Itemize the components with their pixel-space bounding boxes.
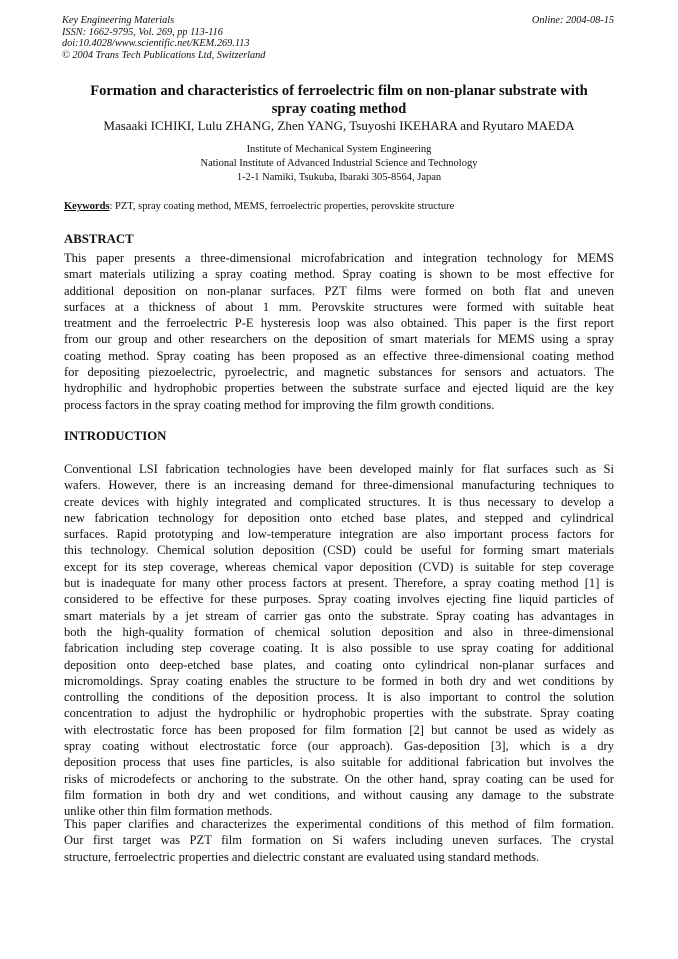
text-line: process factors in the spray coating method for improving the film growth conditions. <box>64 397 495 412</box>
online-date: Online: 2004-08-15 <box>531 15 614 26</box>
text-line: treatment and the ferroelectric P-E hysteresis loop was also obtained. This paper is the first report <box>64 316 614 331</box>
keywords-label: Keywords <box>64 201 110 212</box>
text-line: create devices with highly integrated and complicated structures. It is thus necessary to develop a <box>64 494 614 509</box>
text-line: structure, ferroelectric properties and dielectric constant are evaluated using standard methods. <box>64 849 540 864</box>
text-line: smart materials by a jet stream of carrier gas onto the substrate. Spray coating has advantages in <box>64 608 614 623</box>
text-line: coating method. Spray coating has been proposed as an effective three-dimensional coating method <box>64 348 614 363</box>
copyright-line: © 2004 Trans Tech Publications Ltd, Switzerland <box>62 49 266 61</box>
text-line: surfaces. Rapid prototyping and low-temperature integration are also important process factors for <box>64 527 614 542</box>
affiliation-line: Institute of Mechanical System Engineering <box>246 144 432 155</box>
text-line: surfaces at a thickness of about 1 mm. Perovskite structures were formed with suitable heat <box>64 299 614 314</box>
text-line: hydrophilic and hydrophobic properties between the substrate surface and ejected liquid are the key <box>64 381 614 396</box>
abstract-heading: ABSTRACT <box>64 232 134 246</box>
title-line: spray coating method <box>271 101 407 117</box>
affiliation <box>48 143 630 184</box>
text-line: new fabrication technology for deposition onto etched base plates, and stepped and cylindrical <box>64 510 614 525</box>
text-line: controlling the conditions of the deposition process. It is also important to control the solution <box>64 690 614 705</box>
text-line: deposition onto deep-etched base plates, and coating onto cylindrical non-planar surfaces and <box>64 657 614 672</box>
affiliation-line: National Institute of Advanced Industrial Science and Technology <box>200 157 478 169</box>
author-list: Masaaki ICHIKI, Lulu ZHANG, Zhen YANG, Tsuyoshi IKEHARA and Ryutaro MAEDA <box>103 118 575 133</box>
text-line: for depositing piezoelectric, pyroelectric, and magnetic substances for sensors and actuators. The <box>64 365 614 380</box>
text-line: both the high-quality formation of chemical solution deposition and also in three-dimensional <box>64 624 614 639</box>
affiliation-line: 1-2-1 Namiki, Tsukuba, Ibaraki 305-8564, Japan <box>236 171 442 183</box>
keywords-text: : PZT, spray coating method, MEMS, ferroelectric properties, perovskite structure <box>109 201 455 212</box>
text-line: additional deposition on non-planar surfaces. PZT films were formed on both flat and uneven <box>64 283 614 298</box>
text-line: with electrostatic force has been proposed for film formation [2] but cannot be used as widely as <box>64 722 614 737</box>
paper-title <box>48 82 630 118</box>
title-line: Formation and characteristics of ferroelectric film on non-planar substrate with <box>90 83 588 99</box>
text-line: fabrication including step coverage coating. It is also possible to use spray coating for additional <box>64 641 614 656</box>
text-line: wafers. However, there is an increasing demand for three-dimensional manufacturing techniques to <box>64 478 614 493</box>
doi-line: doi:10.4028/www.scientific.net/KEM.269.113 <box>62 38 250 50</box>
text-line: but is inadequate for many other process factors at present. Therefore, a spray coating method [1] is <box>64 576 614 591</box>
text-line: spray coating without electrostatic force (our approach). Gas-deposition [3], which is a dry <box>64 739 614 754</box>
text-line: film formation in both dry and wet conditions, and without causing any damage to the substrate <box>64 787 614 802</box>
text-line: risks of microdefects or anchoring to the substrate. On the other hand, spray coating can be used for <box>64 771 614 786</box>
text-line: unlike other thin film formation methods. <box>64 804 273 819</box>
keywords <box>64 200 616 213</box>
text-line: deposition process that uses fine particles, is also suitable for additional fabrication but involves the <box>64 755 614 770</box>
text-line: from our group and other researchers on the deposition of smart materials for MEMS using a spray <box>64 332 614 347</box>
text-line: This paper clarifies and characterizes the experimental conditions of this method of film formation. <box>64 817 614 831</box>
text-line: this technology. Chemical solution deposition (CSD) could be useful for forming smart materials <box>64 543 614 558</box>
text-line: considered to be effective for these purposes. Spray coating involves ejecting fine liquid particles of <box>64 592 614 607</box>
text-line: except for its step coverage, whereas chemical vapor deposition (CVD) is suitable for step coverage <box>64 559 614 574</box>
issn-line: ISSN: 1662-9795, Vol. 269, pp 113-116 <box>62 26 223 38</box>
journal-name: Key Engineering Materials <box>62 15 175 26</box>
text-line: This paper presents a three-dimensional microfabrication and integration technology for MEMS <box>64 251 614 265</box>
abstract-body <box>64 250 614 413</box>
text-line: Our first target was PZT film formation on Si wafers including uneven surfaces. The crystal <box>64 833 614 848</box>
introduction-heading: INTRODUCTION <box>64 429 167 443</box>
text-line: smart materials utilizing a spray coating method. Spray coating is shown to be most effective for <box>64 267 614 282</box>
text-line: Conventional LSI fabrication technologies have been developed mainly for flat surfaces such as Si <box>64 462 614 476</box>
introduction-paragraph-1 <box>64 461 614 820</box>
text-line: micromoldings. Spray coating enables the structure to be formed in both dry and wet conditions by <box>64 673 614 688</box>
journal-header <box>62 15 265 61</box>
text-line: concentration to adjust the hydrophilic or hydrophobic properties with the substrate. Spray coating <box>64 706 614 721</box>
introduction-paragraph-2 <box>64 816 614 865</box>
